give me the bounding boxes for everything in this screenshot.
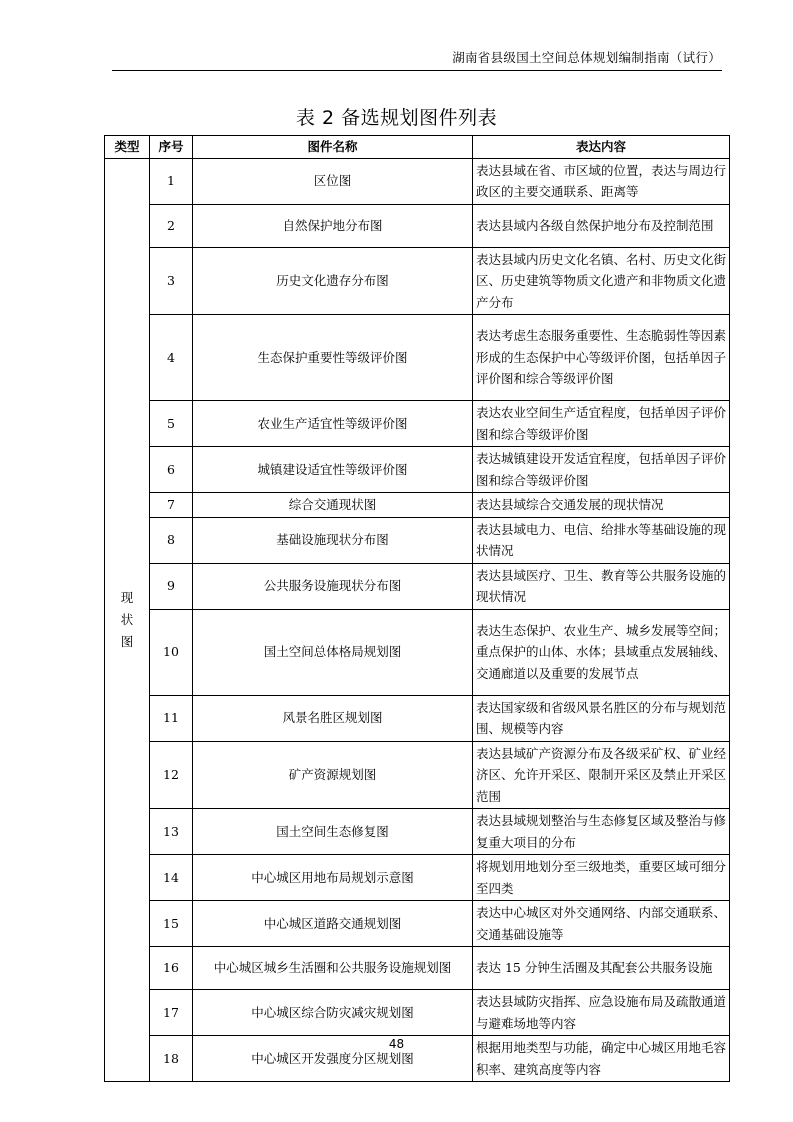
figure-description: 表达县域矿产资源分布及各级采矿权、矿业经济区、允许开采区、限制开采区及禁止开采区范围	[473, 741, 730, 809]
header-rule	[112, 70, 722, 71]
header-desc: 表达内容	[473, 136, 730, 159]
row-number: 8	[150, 517, 193, 563]
figure-name: 综合交通现状图	[193, 493, 473, 518]
table-row	[105, 695, 730, 741]
row-number: 12	[150, 741, 193, 809]
type-char: 现	[120, 589, 134, 605]
row-number: 9	[150, 563, 193, 609]
table-row	[105, 947, 730, 990]
row-number: 15	[150, 901, 193, 947]
row-number: 4	[150, 315, 193, 401]
row-number: 2	[150, 204, 193, 247]
row-number: 17	[150, 990, 193, 1036]
row-number: 5	[150, 401, 193, 447]
table-row	[105, 855, 730, 901]
type-cell	[105, 158, 150, 1082]
row-number: 14	[150, 855, 193, 901]
header-name: 图件名称	[193, 136, 473, 159]
figure-description: 表达国家级和省级风景名胜区的分布与规划范围、规模等内容	[473, 695, 730, 741]
row-number: 7	[150, 493, 193, 518]
figure-description: 表达县域医疗、卫生、教育等公共服务设施的现状情况	[473, 563, 730, 609]
figure-name: 中心城区综合防灾减灾规划图	[193, 990, 473, 1036]
row-number: 3	[150, 247, 193, 315]
figure-description: 表达考虑生态服务重要性、生态脆弱性等因素形成的生态保护中心等级评价图，包括单因子评价图和综合等级评价图	[473, 315, 730, 401]
figure-name: 生态保护重要性等级评价图	[193, 315, 473, 401]
figure-description: 表达城镇建设开发适宜程度，包括单因子评价图和综合等级评价图	[473, 447, 730, 493]
table-row	[105, 563, 730, 609]
figure-name: 中心城区道路交通规划图	[193, 901, 473, 947]
table-row	[105, 517, 730, 563]
figure-name: 城镇建设适宜性等级评价图	[193, 447, 473, 493]
table-row	[105, 447, 730, 493]
row-number: 11	[150, 695, 193, 741]
table-title: 表 2 备选规划图件列表	[295, 107, 498, 129]
header-num: 序号	[150, 136, 193, 159]
figure-description: 表达县域规划整治与生态修复区域及整治与修复重大项目的分布	[473, 809, 730, 855]
figure-name: 公共服务设施现状分布图	[193, 563, 473, 609]
figure-name: 中心城区城乡生活圈和公共服务设施规划图	[193, 947, 473, 990]
page-number: 48	[388, 1037, 405, 1051]
table-row	[105, 741, 730, 809]
figure-description: 表达县域电力、电信、给排水等基础设施的现状情况	[473, 517, 730, 563]
figure-name: 历史文化遗存分布图	[193, 247, 473, 315]
table-row	[105, 609, 730, 695]
figure-name: 基础设施现状分布图	[193, 517, 473, 563]
figure-description: 表达县域内历史文化名镇、名村、历史文化街区、历史建筑等物质文化遗产和非物质文化遗产分布	[473, 247, 730, 315]
figure-description: 表达中心城区对外交通网络、内部交通联系、交通基础设施等	[473, 901, 730, 947]
figure-description: 将规划用地划分至三级地类，重要区域可细分至四类	[473, 855, 730, 901]
header-type: 类型	[105, 136, 150, 159]
figure-name: 农业生产适宜性等级评价图	[193, 401, 473, 447]
figure-description: 表达县域在省、市区域的位置，表达与周边行政区的主要交通联系、距离等	[473, 158, 730, 204]
running-header: 湖南省县级国土空间总体规划编制指南（试行）	[452, 50, 721, 65]
table-row	[105, 401, 730, 447]
row-number: 16	[150, 947, 193, 990]
figure-name: 中心城区用地布局规划示意图	[193, 855, 473, 901]
table-row	[105, 493, 730, 518]
row-number: 10	[150, 609, 193, 695]
row-number: 6	[150, 447, 193, 493]
row-number: 13	[150, 809, 193, 855]
figure-description: 表达生态保护、农业生产、城乡发展等空间；重点保护的山体、水体；县域重点发展轴线、交通廊道以及重要的发展节点	[473, 609, 730, 695]
figure-list-table	[104, 135, 730, 1082]
figure-description: 表达县域防灾指挥、应急设施布局及疏散通道与避难场地等内容	[473, 990, 730, 1036]
type-char: 状	[120, 611, 134, 627]
figure-name: 自然保护地分布图	[193, 204, 473, 247]
table-row	[105, 247, 730, 315]
row-number: 18	[150, 1036, 193, 1082]
figure-name: 风景名胜区规划图	[193, 695, 473, 741]
type-char: 图	[120, 633, 134, 649]
row-number: 1	[150, 158, 193, 204]
table-row	[105, 901, 730, 947]
figure-name: 矿产资源规划图	[193, 741, 473, 809]
table-row	[105, 990, 730, 1036]
figure-description: 根据用地类型与功能，确定中心城区用地毛容积率、建筑高度等内容	[473, 1036, 730, 1082]
figure-description: 表达农业空间生产适宜程度，包括单因子评价图和综合等级评价图	[473, 401, 730, 447]
figure-name: 区位图	[193, 158, 473, 204]
figure-description: 表达县域综合交通发展的现状情况	[473, 493, 730, 518]
table-row	[105, 158, 730, 204]
table-row	[105, 809, 730, 855]
figure-name: 国土空间生态修复图	[193, 809, 473, 855]
figure-description: 表达县域内各级自然保护地分布及控制范围	[473, 204, 730, 247]
table-row	[105, 204, 730, 247]
figure-name: 中心城区开发强度分区规划图	[193, 1036, 473, 1082]
table-header-row	[105, 136, 730, 159]
table-row	[105, 315, 730, 401]
figure-name: 国土空间总体格局规划图	[193, 609, 473, 695]
figure-description: 表达 15 分钟生活圈及其配套公共服务设施	[473, 947, 730, 990]
